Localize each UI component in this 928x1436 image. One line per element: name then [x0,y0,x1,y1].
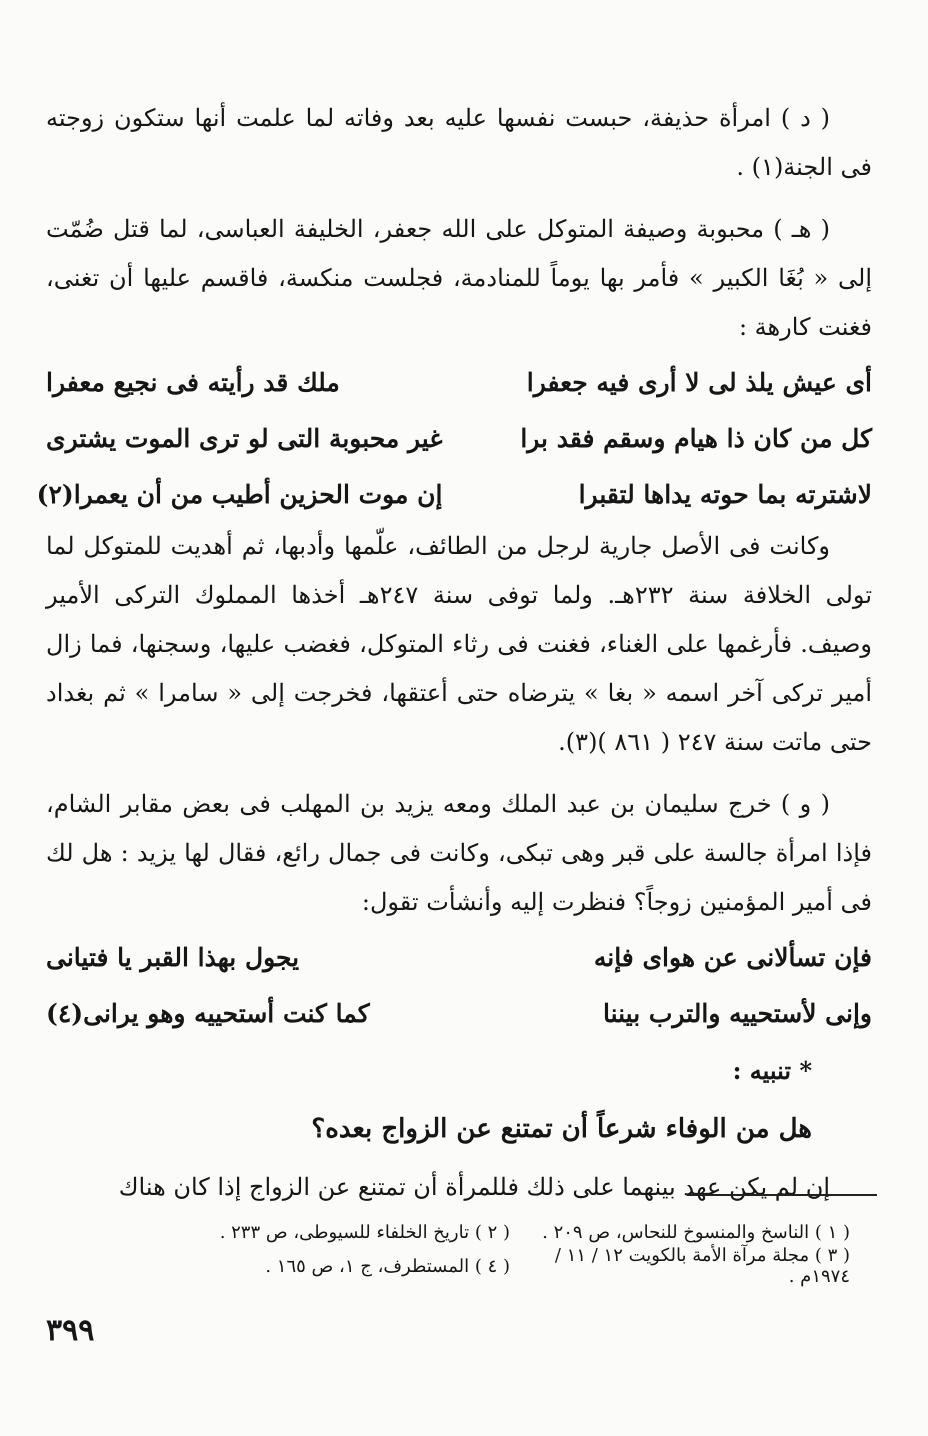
verse-line [46,410,872,466]
paragraph-d: ( د ) امرأة حذيفة، حبست نفسها عليه بعد وفاته لما علمت أنها ستكون زوجته فى الجنة(١) . [46,104,872,181]
verse-first-hemistich: كل من كان ذا هيام وسقم فقد برا [520,423,872,453]
footnotes [60,1215,850,1287]
verse-first-hemistich: فإن تسألانى عن هواى فإنه [593,942,872,972]
verse-line [46,354,872,410]
paragraph-h-continued: وكانت فى الأصل جارية لرجل من الطائف، علّمها وأدبها، ثم أهديت للمتوكل لما تولى الخلافة سنة ٢٣٢هـ. ولما توفى سنة ٢٤٧هـ أخذها المملوك التركى الأمير وصيف. فأرغمها على الغناء، فغنت فى رثاء المتوكل، فغضب عليها، وسجنها، فما زال أمير تركى آخر اسمه « بغا » يترضاه حتى أعتقها، فخرجت إلى « سامرا » ثم بغداد حتى ماتت سنة ٢٤٧ ( ٨٦١ )(٣). [46,532,873,756]
poem-mahbuba [36,354,872,522]
page-body [36,94,873,1212]
verse-line [46,929,872,985]
page-number: ٣٩٩ [46,1313,95,1348]
paragraph-answer: إن لم يكن عهد بينهما على ذلك فللمرأة أن تمتنع عن الزواج إذا كان هناك [118,1173,830,1201]
footnote: ( ٤ ) المستطرف، ج ١، ص ١٦٥ . [265,1255,510,1277]
verse-second-hemistich: غير محبوبة التى لو ترى الموت يشترى [46,423,443,453]
paragraph-h: ( هـ ) محبوبة وصيفة المتوكل على الله جعفر، الخليفة العباسى، لما قتل ضُمّت إلى « بُغَا الكبير » فأمر بها يوماً للمنادمة، فجلست منكسة، فاقسم عليها أن تغنى، فغنت كارهة : [46,215,872,341]
footnote: ( ١ ) الناسخ والمنسوخ للنحاس، ص ٢٠٩ . [542,1221,850,1243]
footnote: ( ٢ ) تاريخ الخلفاء للسيوطى، ص ٢٣٣ . [219,1221,510,1243]
footnote-row [60,1215,850,1249]
paragraph-w: ( و ) خرج سليمان بن عبد الملك ومعه يزيد بن المهلب فى بعض مقابر الشام، فإذا امرأة جالسة على قبر وهى تبكى، وكانت فى جمال رائع، فقال لها يزيد : هل لك فى أمير المؤمنين زوجاً؟ فنظرت إليه وأنشأت تقول: [46,790,872,916]
verse-second-hemistich: ملك قد رأيته فى نجيع معفرا [46,367,340,397]
verse-second-hemistich: كما كنت أستحييه وهو يرانى(٤) [46,998,370,1028]
verse-second-hemistich: يجول بهذا القبر يا فتيانى [46,942,300,972]
poem-widow [46,929,872,1041]
section-question: هل من الوفاء شرعاً أن تمتنع عن الزواج بعده؟ [311,1114,812,1144]
verse-first-hemistich: لاشترته بما حوته يداها لتقبرا [578,479,872,509]
footnote-divider [687,1194,877,1196]
verse-first-hemistich: أى عيش يلذ لى لا أرى فيه جعفرا [526,367,872,397]
verse-line [36,466,872,522]
verse-first-hemistich: وإنى لأستحييه والترب بيننا [602,998,872,1028]
note-label: * تنبيه : [732,1056,812,1085]
verse-second-hemistich: إن موت الحزين أطيب من أن يعمرا(٢) [36,479,443,509]
verse-line [46,985,872,1041]
footnote: ( ٣ ) مجلة مرآة الأمة بالكويت ١٢ / ١١ / ١٩٧٤م . [554,1245,850,1287]
footnote-row [60,1245,850,1287]
